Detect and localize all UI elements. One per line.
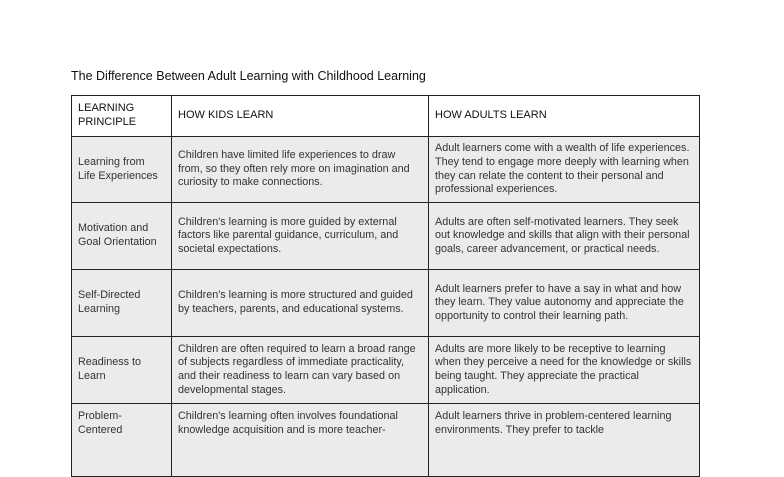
kids-cell: Children's learning often involves foundational knowledge acquisition and is more teacher-	[172, 404, 429, 477]
principle-cell: Problem-Centered	[72, 404, 172, 477]
adults-cell: Adult learners come with a wealth of life experiences. They tend to engage more deeply with learning when they can relate the content to their personal and professional experiences.	[429, 137, 700, 203]
adults-cell: Adults are often self-motivated learners. They seek out knowledge and skills that align with their personal goals, career advancement, or practical needs.	[429, 203, 700, 270]
adults-cell: Adults are more likely to be receptive to learning when they perceive a need for the knowledge or skills being taught. They appreciate the practical application.	[429, 337, 700, 404]
adults-cell: Adult learners prefer to have a say in what and how they learn. They value autonomy and appreciate the opportunity to control their learning path.	[429, 270, 700, 337]
principle-cell: Motivation and Goal Orientation	[72, 203, 172, 270]
table-row	[72, 270, 700, 337]
comparison-table	[71, 95, 700, 477]
kids-cell: Children are often required to learn a broad range of subjects regardless of immediate practicality, and their readiness to learn can vary based on developmental stages.	[172, 337, 429, 404]
adults-cell: Adult learners thrive in problem-centered learning environments. They prefer to tackle	[429, 404, 700, 477]
table-row	[72, 203, 700, 270]
principle-cell: Learning from Life Experiences	[72, 137, 172, 203]
header-how-adults-learn: HOW ADULTS LEARN	[429, 96, 700, 137]
table-row	[72, 337, 700, 404]
kids-cell: Children's learning is more structured and guided by teachers, parents, and educational systems.	[172, 270, 429, 337]
table-row	[72, 404, 700, 477]
header-how-kids-learn: HOW KIDS LEARN	[172, 96, 429, 137]
header-learning-principle: LEARNING PRINCIPLE	[72, 96, 172, 137]
document-title: The Difference Between Adult Learning with Childhood Learning	[71, 69, 426, 83]
kids-cell: Children have limited life experiences to draw from, so they often rely more on imagination and curiosity to make connections.	[172, 137, 429, 203]
principle-cell: Self-Directed Learning	[72, 270, 172, 337]
table-row	[72, 137, 700, 203]
kids-cell: Children's learning is more guided by external factors like parental guidance, curriculum, and societal expectations.	[172, 203, 429, 270]
principle-cell: Readiness to Learn	[72, 337, 172, 404]
table-header-row	[72, 96, 700, 137]
